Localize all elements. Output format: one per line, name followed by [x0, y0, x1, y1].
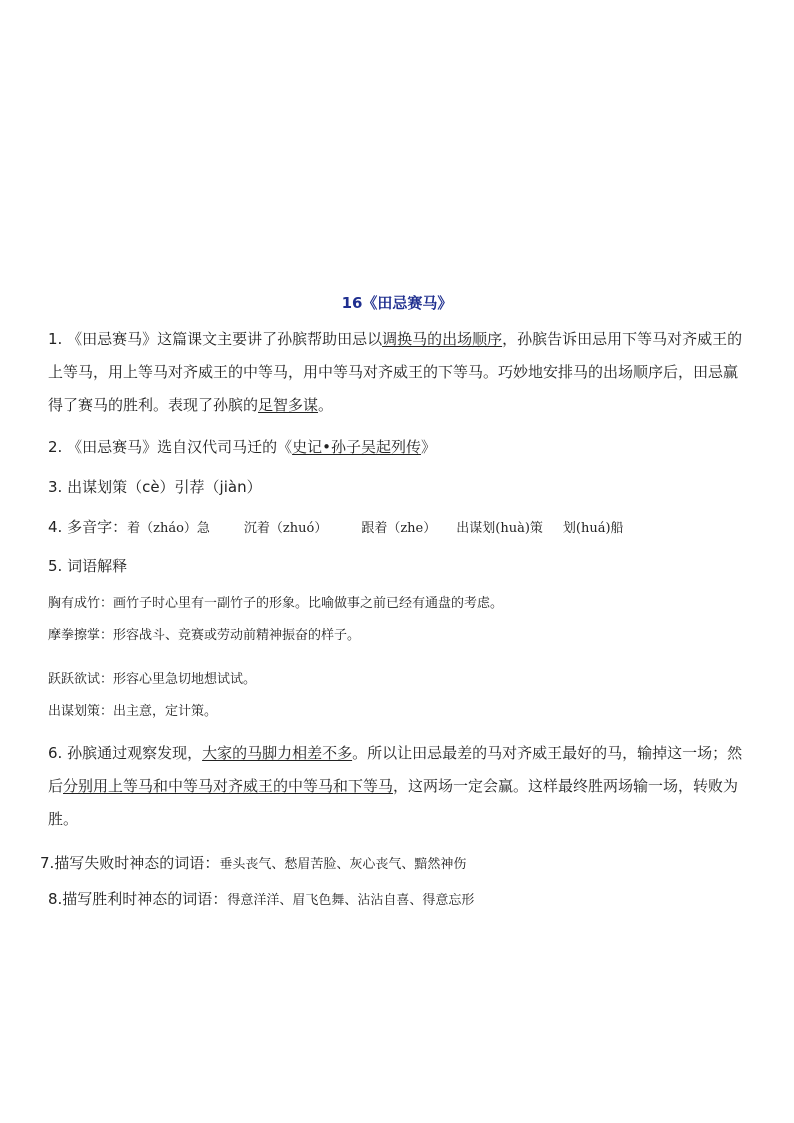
item-5-def-2: 摩拳擦掌：形容战斗、竞赛或劳动前精神振奋的样子。: [48, 628, 361, 643]
page-title: 16《田忌赛马》: [341, 294, 453, 312]
item-1-underline-2: 足智多谋: [258, 396, 319, 414]
item-4-word-2: 沉着（zhuó）: [243, 521, 328, 536]
item-6-suffix: ，这两场一定会赢。这样最终胜两场输一场，转败为胜。: [48, 777, 739, 828]
item-4-word-1: 着（zháo）急: [127, 521, 210, 536]
item-6-prefix: 6. 孙膑通过观察发现，: [48, 744, 203, 762]
item-4: [48, 516, 624, 537]
item-6: [48, 737, 748, 836]
item-2: [48, 436, 436, 457]
item-8-label: 8.描写胜利时神态的词语：: [48, 890, 228, 908]
item-4-word-3: 跟着（zhe）: [361, 521, 437, 536]
item-1-prefix: 1. 《田忌赛马》这篇课文主要讲了孙膑帮助田忌以: [48, 330, 383, 348]
item-6-body: 。所以让田忌最差的马对齐威王最好的马，输掉这一场；然后: [48, 744, 743, 795]
item-6-underline-2: 分别用上等马和中等马对齐威王的中等马和下等马: [63, 777, 394, 795]
item-5-def-3: 跃跃欲试：形容心里急切地想试试。: [48, 672, 257, 687]
item-2-suffix: 》: [420, 438, 436, 456]
item-1-body: ，孙膑告诉田忌用下等马对齐威王的上等马，用上等马对齐威王的中等马，用中等马对齐威王的下等马。巧妙地安排马的出场顺序后，田忌赢得了赛马的胜利。表现了孙膑的: [48, 330, 743, 414]
item-3: 3. 出谋划策（cè）引荐（jiàn）: [48, 478, 262, 496]
item-7-words: 垂头丧气、愁眉苦脸、灰心丧气、黯然神伤: [219, 857, 467, 872]
item-5-def-1: 胸有成竹：画竹子时心里有一副竹子的形象。比喻做事之前已经有通盘的考虑。: [48, 596, 504, 611]
item-5-label: 5. 词语解释: [48, 557, 128, 575]
item-5-def-4: 出谋划策：出主意，定计策。: [48, 704, 218, 719]
item-6-underline-1: 大家的马脚力相差不多: [202, 744, 353, 762]
item-1-underline-1: 调换马的出场顺序: [382, 330, 503, 348]
item-1: [48, 323, 748, 422]
item-8: [48, 888, 474, 909]
item-4-label: 4. 多音字：: [48, 518, 128, 536]
item-2-underline: 史记•孙子吴起列传: [292, 438, 421, 456]
item-2-prefix: 2. 《田忌赛马》选自汉代司马迁的《: [48, 438, 293, 456]
item-7: [40, 852, 466, 873]
item-1-suffix: 。: [318, 396, 334, 414]
item-7-label: 7.描写失败时神态的词语：: [40, 854, 220, 872]
item-8-words: 得意洋洋、眉飞色舞、沾沾自喜、得意忘形: [227, 893, 475, 908]
item-4-word-4: 出谋划(huà)策: [456, 521, 543, 536]
item-4-word-5: 划(huá)船: [562, 521, 624, 536]
